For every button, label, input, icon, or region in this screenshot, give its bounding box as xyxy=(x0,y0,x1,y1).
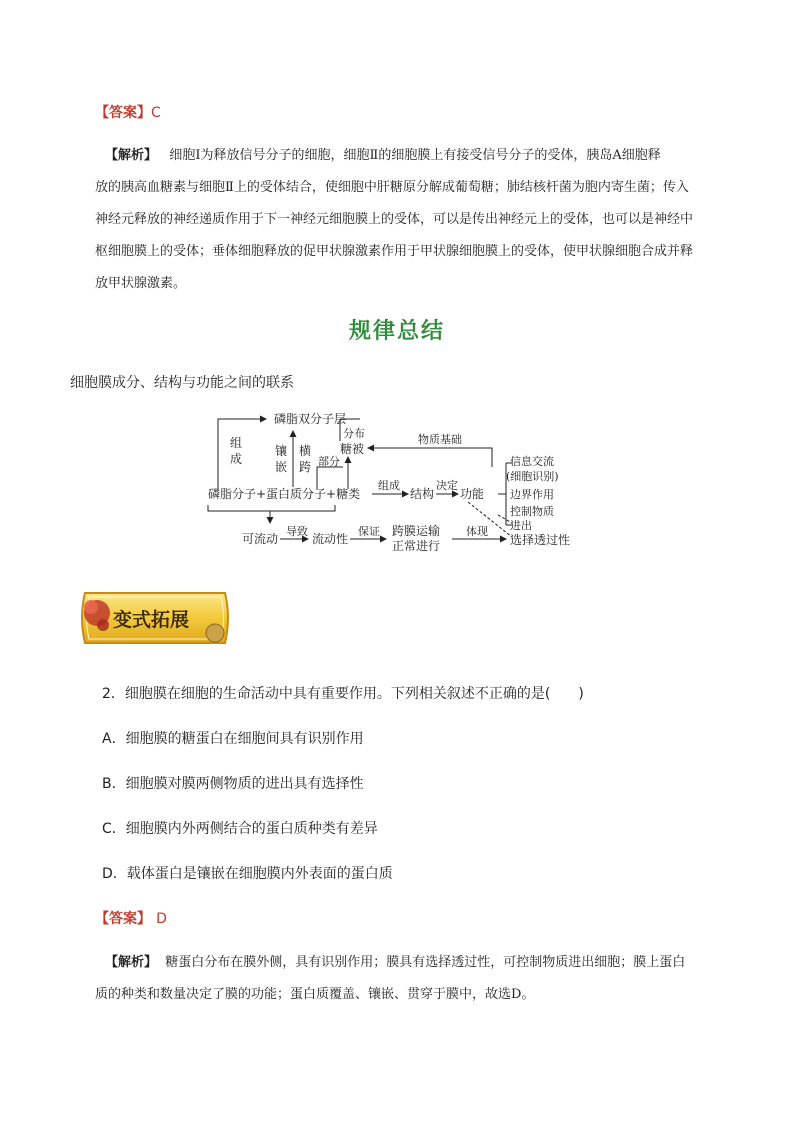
diagram-label: 正常进行 xyxy=(392,539,441,553)
diagram-function: 功能 xyxy=(460,487,485,501)
analysis-line: 细胞Ⅰ为释放信号分子的细胞，细胞Ⅱ的细胞膜上有接受信号分子的受体，胰岛A细胞释 xyxy=(169,148,661,163)
analysis-line: 放的胰高血糖素与细胞Ⅱ上的受体结合，使细胞中肝糖原分解成葡萄糖；肺结核杆菌为胞内寄生菌；传入 xyxy=(95,180,689,195)
diagram-label: 组 xyxy=(230,436,243,450)
diagram-func: (细胞识别) xyxy=(506,470,559,483)
diagram-func: 边界作用 xyxy=(510,488,554,501)
answer-1 xyxy=(95,102,161,122)
analysis-tag: 【解析】 xyxy=(105,955,158,970)
analysis-line: 枢细胞膜上的受体；垂体细胞释放的促甲状腺激素作用于甲状腺细胞膜上的受体，使甲状腺细胞合成并释 xyxy=(95,244,694,259)
diagram-label: 嵌 xyxy=(275,460,288,474)
section-title: 规律总结 xyxy=(348,318,445,344)
diagram-label: 糖被 xyxy=(340,442,365,456)
answer-label: 【答案】 xyxy=(95,105,151,121)
relation-title: 细胞膜成分、结构与功能之间的联系 xyxy=(70,375,294,391)
diagram-label: 流动性 xyxy=(312,532,349,546)
question-stem: 2．细胞膜在细胞的生命活动中具有重要作用。下列相关叙述不正确的是( ) xyxy=(102,686,584,702)
variant-extension-banner xyxy=(75,585,235,651)
diagram-label: 部分 xyxy=(318,455,340,468)
option-c: C．细胞膜内外两侧结合的蛋白质种类有差异 xyxy=(102,821,378,837)
option-a: A．细胞膜的糖蛋白在细胞间具有识别作用 xyxy=(102,731,364,747)
banner-scroll-icon xyxy=(75,585,235,651)
diagram-label: 分布 xyxy=(343,427,365,440)
diagram-label: 体现 xyxy=(466,525,488,538)
diagram-label: 选择透过性 xyxy=(510,533,571,547)
analysis-1 xyxy=(95,140,715,300)
diagram-func: 信息交流 xyxy=(510,455,554,468)
diagram-label: 磷脂双分子层 xyxy=(274,412,347,426)
membrane-relation-diagram xyxy=(200,405,600,555)
analysis-line: 糖蛋白分布在膜外侧，具有识别作用；膜具有选择透过性，可控制物质进出细胞；膜上蛋白 xyxy=(165,955,686,970)
answer-value: D xyxy=(156,911,167,927)
diagram-label: 可流动 xyxy=(242,532,279,546)
diagram-func: 进出 xyxy=(510,519,532,532)
answer-2 xyxy=(95,908,167,928)
diagram-molecules: 磷脂分子+蛋白质分子+糖类 xyxy=(208,487,361,501)
analysis-tag: 【解析】 xyxy=(105,148,158,163)
option-b: B．细胞膜对膜两侧物质的进出具有选择性 xyxy=(102,776,364,792)
diagram-label: 导致 xyxy=(286,525,308,538)
answer-value: C xyxy=(151,105,161,121)
diagram-label: 跨 xyxy=(299,460,312,474)
answer-label: 【答案】 xyxy=(95,911,151,927)
analysis-line: 神经元释放的神经递质作用于下一神经元细胞膜上的受体，可以是传出神经元上的受体，也可以是神经中 xyxy=(95,212,694,227)
diagram-label: 物质基础 xyxy=(418,433,462,446)
banner-text: 变式拓展 xyxy=(113,609,190,631)
diagram-label: 成 xyxy=(230,452,243,466)
analysis-2 xyxy=(95,947,715,1011)
diagram-label: 决定 xyxy=(436,479,458,492)
option-d: D．载体蛋白是镶嵌在细胞膜内外表面的蛋白质 xyxy=(102,866,393,882)
diagram-label: 组成 xyxy=(378,479,400,492)
diagram-func: 控制物质 xyxy=(510,505,554,518)
analysis-line: 质的种类和数量决定了膜的功能；蛋白质覆盖、镶嵌、贯穿于膜中，故选D。 xyxy=(95,987,535,1002)
diagram-structure: 结构 xyxy=(410,487,435,501)
analysis-line: 放甲状腺激素。 xyxy=(95,276,187,291)
diagram-label: 横 xyxy=(299,444,312,458)
diagram-label: 跨膜运输 xyxy=(392,524,441,538)
diagram-label: 保证 xyxy=(358,525,380,538)
diagram-label: 镶 xyxy=(275,444,288,458)
